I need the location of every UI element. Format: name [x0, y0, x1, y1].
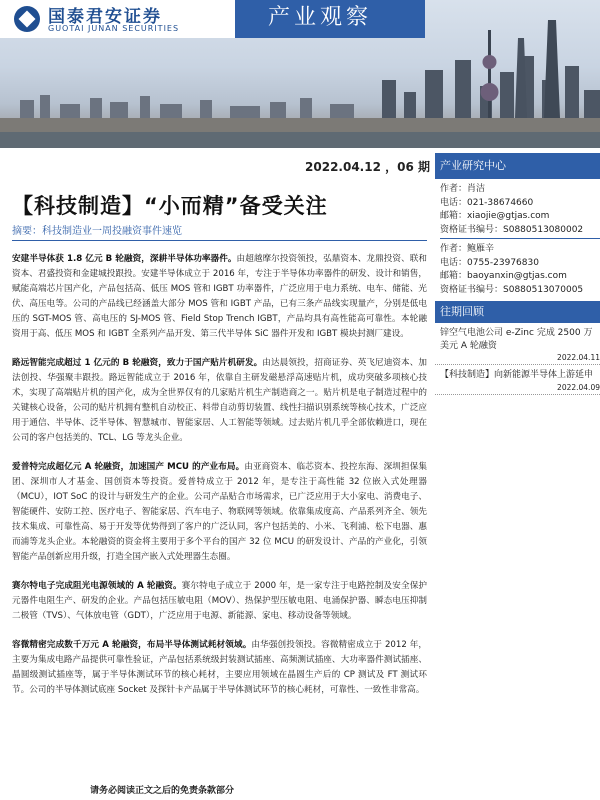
header-banner	[0, 0, 600, 148]
sidebar-center-title: 产业研究中心	[435, 153, 600, 179]
paragraph-lead: 爱普特完成超亿元 A 轮融资，加速国产 MCU 的产业布局。	[12, 462, 245, 472]
analyst-cert: 资格证书编号：S0880513080002	[440, 224, 584, 235]
paragraph	[12, 638, 427, 698]
logo-chinese-name: 国泰君安证券	[48, 7, 162, 27]
company-logo-icon	[14, 6, 40, 32]
banner-title: 产业观察	[268, 5, 373, 30]
report-title: 【科技制造】“小而精”备受关注	[12, 194, 328, 218]
paragraph-text: 赛尔特电子成立于 2000 年，是一家专注于电路控制及安全保护元器件电阻生产、研发的企业。产品包括压敏电阻（MOV）、热保护型压敏电阻、电涌保护器、瞬态电压抑制二极管（TVS）、气体放电管（GDT），广泛应用于电源、新能源、家电、移动设备等领域。	[12, 581, 427, 621]
report-abstract: 摘要：科技制造业一周投融资事件速览	[12, 222, 427, 241]
paragraph-text: 由超越摩尔投资领投，弘鼎资本、龙鼎投资、联和资本、君盛投资和金建城投跟投。安建半导体成立于 2016 年，专注于半导体功率器件的研发、设计和销售，赋能高端芯片国产化，产品包括高、低压 MOS 管和 IGBT 功率器件，广泛应用于电力系统、电车、储能、光伏、高压电等。公司的产品线已经涵盖大部分 MOS 管和 IGBT 产品，已有三条产品线实现量产，分别是低电压的 SGT-MOS 管、高电压的 SJ-MOS 管、Field Stop Trench IGBT，产品均具有高性能高可靠性。本轮融资用于高、低压 MOS 和 IGBT 全系列产品开发、第三代半导体 SiC 器件开发和 IGBT 模块封测厂建设。	[12, 254, 427, 339]
analyst-author: 作者：肖洁	[440, 184, 486, 194]
analyst-cert: 资格证书编号：S0880513070005	[440, 284, 584, 295]
analyst-card	[435, 179, 600, 297]
paragraph-text: 由华强创投领投。容微精密成立于 2012 年，主要为集成电路产品提供可靠性验证，产品包括系统级封装测试插座、高频测试插座、大功率器件测试插座、晶圆级测试插座等，属于半导体测试环节的核心耗材，主要应用领域在晶圆生产后的 CP 测试及 FT 测试环节。公司的半导体测试底座 Socket 及探针卡产品属于半导体测试环节的核心耗材，可靠性、一致性非常高。	[12, 640, 427, 695]
paragraph-lead: 容微精密完成数千万元 A 轮融资，布局半导体测试耗材领域。	[12, 640, 252, 650]
paragraph	[12, 579, 427, 624]
paragraph-lead: 安建半导体获 1.8 亿元 B 轮融资，深耕半导体功率器件。	[12, 254, 237, 264]
paragraph	[12, 252, 427, 342]
analyst-email[interactable]: 邮箱：baoyanxin@gtjas.com	[440, 271, 567, 281]
paragraph	[12, 460, 427, 565]
paragraph-text: 由亚商资本、临芯资本、投控东海、深圳担保集团、深圳市人才基金、国创资本等投资。爱普特成立于 2012 年，是专注于高性能 32 位嵌入式处理器（MCU），IOT SoC 的设计与研发生产的企业。公司产品贴合市场需求，已广泛应用于大小家电、消费电子、智能硬件、安防工控、医疗电子、智能家居、汽车电子、物联网等领域。依靠集成度高、产品系列齐全、领先技术集成、可靠性高、易于开发等优势得到了客户的广泛认同，客户包括美的、小米、飞利浦、松下电器、惠而浦等龙头企业。本轮融资的资金将主要用于多个平台的国产 32 位 MCU 的研发设计、产品的产业化，引领智能产品创新应用升级，打造全国产嵌入式处理器生态圈。	[12, 462, 427, 562]
analyst-author: 作者：鲍雁辛	[440, 244, 495, 254]
past-issue-link[interactable]: 【科技制造】向新能源半导体上游延申	[440, 370, 594, 380]
paragraph-lead: 赛尔特电子完成阻光电源领域的 A 轮融资。	[12, 581, 182, 591]
analyst-email[interactable]: 邮箱：xiaojie@gtjas.com	[440, 211, 550, 221]
sidebar	[435, 153, 600, 395]
issue-dateline: 2022.04.12 ，06 期	[305, 160, 430, 174]
paragraph-text: 由达晨领投，招商证券、英飞尼迪资本、加法创投、华强聚丰跟投。路远智能成立于 2016 年，依靠自主研发磁悬浮高速贴片机，成功突破多项核心技术，实现了高端贴片机的国产化，成为全世界仅有的几家贴片机生产制造商之一。贴片机是电子制造过程中的关键核心设备，公司的贴片机拥有整机自动校正、料带自动剪切装置、线性扫描识别系统等核心技术，广泛应用于通信、半导体、泛半导体、智慧城市、智能家居、人工智能等领域。过去贴片机几乎全部依赖进口，现在公司的客户包括美的、TCL、LG 等龙头企业。	[12, 358, 427, 443]
analyst-phone: 电话：021-38674660	[440, 197, 534, 208]
report-body	[12, 252, 427, 712]
divider	[440, 238, 600, 239]
disclaimer-note: 请务必阅读正文之后的免责条款部分	[90, 786, 235, 796]
past-issue-link[interactable]: 锌空气电池公司 e-Zinc 完成 2500 万美元 A 轮融资	[440, 328, 593, 351]
paragraph-lead: 路远智能完成超过 1 亿元的 B 轮融资，致力于国产贴片机研发。	[12, 358, 263, 368]
paragraph	[12, 356, 427, 446]
logo-block	[0, 0, 235, 38]
past-issue-date: 2022.04.09	[435, 382, 600, 395]
analyst-phone: 电话：0755-23976830	[440, 257, 539, 268]
logo-english-name: GUOTAI JUNAN SECURITIES	[48, 24, 180, 33]
past-issues-title: 往期回顾	[435, 301, 600, 323]
past-issue-date: 2022.04.11	[435, 352, 600, 365]
